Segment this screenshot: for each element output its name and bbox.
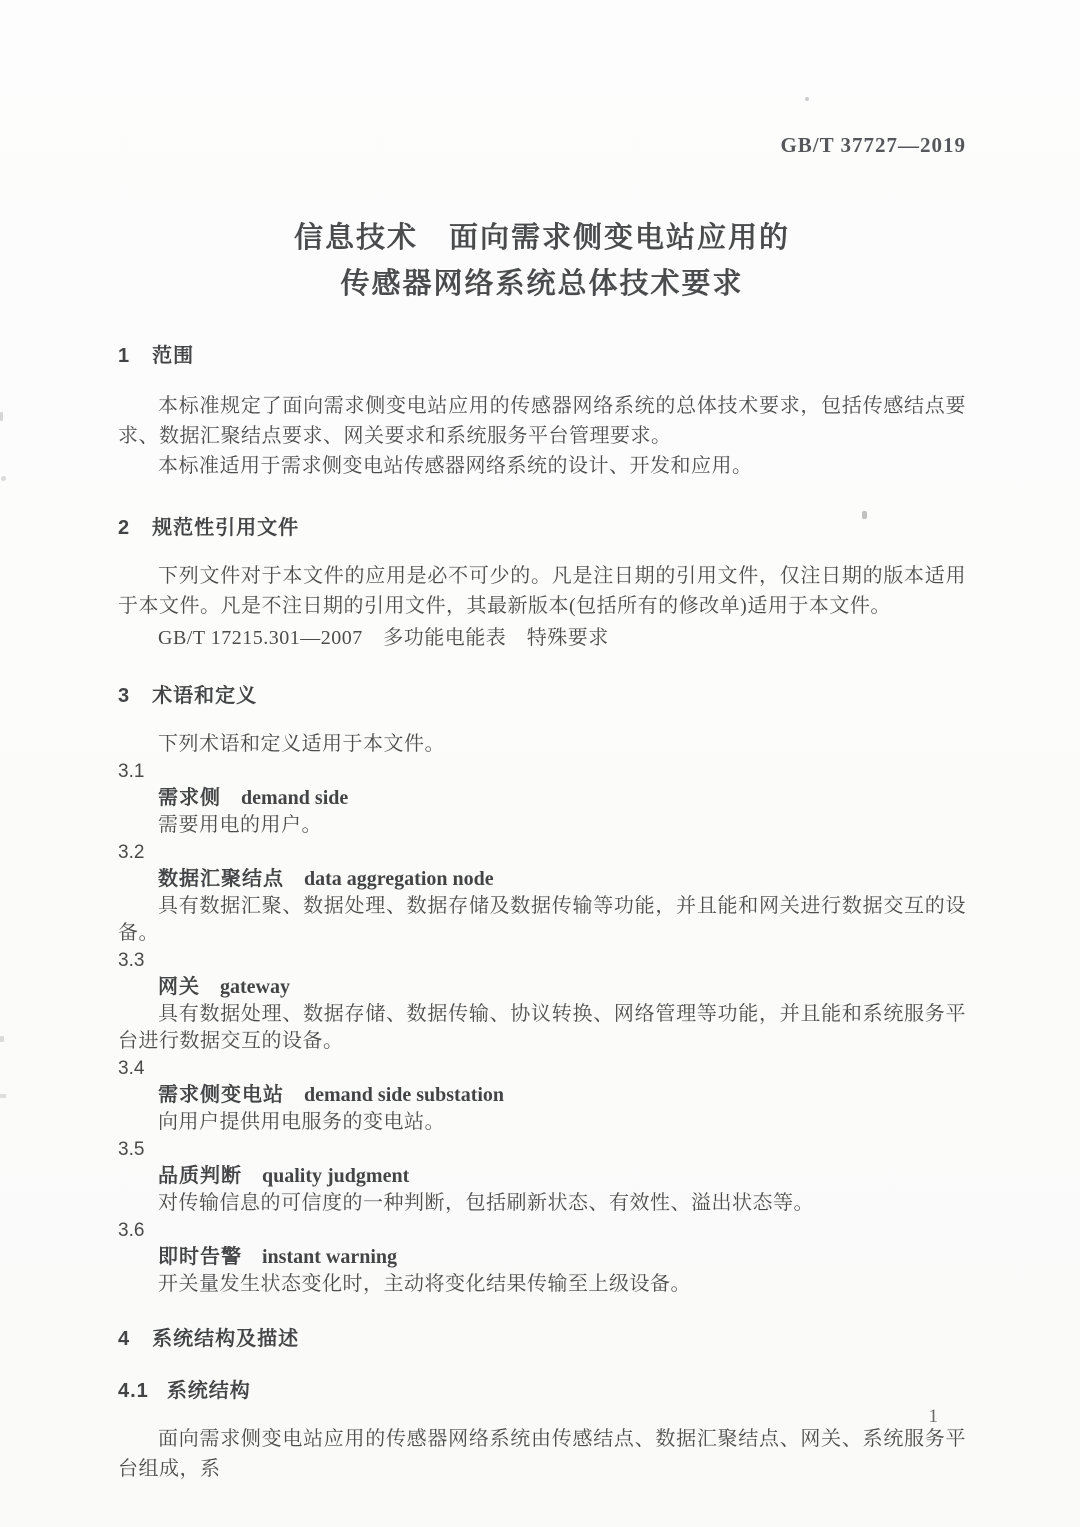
normative-paragraph-1: 下列文件对于本文件的应用是必不可少的。凡是注日期的引用文件，仅注日期的版本适用于本文件。凡是不注日期的引用文件，其最新版本(包括所有的修改单)适用于本文件。 [118, 565, 966, 617]
term-number: 3.4 [118, 1058, 145, 1079]
scan-speck [1, 476, 6, 481]
term-number: 3.1 [118, 761, 145, 782]
section-number: 2 [118, 517, 131, 539]
term-number: 3.2 [118, 842, 145, 863]
document-title-line2: 传感器网络系统总体技术要求 [340, 268, 744, 300]
term-name [118, 785, 966, 812]
term-name-en: demand side [241, 787, 349, 809]
section-title: 范围 [152, 345, 195, 367]
term-name-zh: 数据汇聚结点 [158, 868, 284, 890]
normative-reference-entry: GB/T 17215.301—2007 多功能电能表 特殊要求 [158, 627, 609, 649]
term-definition: 具有数据处理、数据存储、数据传输、协议转换、网络管理等功能，并且能和系统服务平台进行数据交互的设备。 [118, 1003, 966, 1052]
term-name [118, 1082, 966, 1109]
term-name-en: instant warning [262, 1246, 398, 1268]
term-name [118, 1163, 966, 1190]
document-title [118, 215, 966, 307]
terms-list [118, 731, 966, 1298]
section-heading-scope [118, 343, 966, 369]
scan-speck [0, 1094, 6, 1098]
section-number: 3 [118, 685, 131, 707]
section-heading-terms [118, 683, 966, 709]
scope-paragraph-2: 本标准适用于需求侧变电站传感器网络系统的设计、开发和应用。 [158, 455, 753, 477]
section-number: 4 [118, 1328, 131, 1350]
subsection-number: 4.1 [118, 1380, 149, 1402]
standard-code: GB/T 37727—2019 [780, 133, 966, 157]
term-definition: 对传输信息的可信度的一种判断，包括刷新状态、有效性、溢出状态等。 [158, 1192, 814, 1214]
term-name [118, 974, 966, 1001]
page-content [118, 0, 966, 1484]
term-name-en: demand side substation [304, 1084, 505, 1106]
term-item [118, 758, 966, 839]
term-item [118, 947, 966, 1055]
term-definition: 需要用电的用户。 [158, 814, 322, 836]
section-title: 术语和定义 [152, 685, 258, 707]
term-name-en: gateway [220, 976, 290, 998]
term-definition: 向用户提供用电服务的变电站。 [158, 1111, 445, 1133]
section-heading-system-structure [118, 1326, 966, 1352]
term-name [118, 866, 966, 893]
term-number: 3.5 [118, 1139, 145, 1160]
section-heading-normative-references [118, 515, 966, 541]
subsection-heading-system-structure [118, 1378, 966, 1404]
term-number: 3.3 [118, 950, 145, 971]
structure-paragraph-1: 面向需求侧变电站应用的传感器网络系统由传感结点、数据汇聚结点、网关、系统服务平台组成，系 [118, 1428, 966, 1480]
scan-speck [0, 412, 3, 421]
term-number: 3.6 [118, 1220, 145, 1241]
term-name [118, 1244, 966, 1271]
term-name-zh: 需求侧变电站 [158, 1084, 284, 1106]
term-name-zh: 网关 [158, 976, 200, 998]
term-item [118, 1055, 966, 1136]
term-name-en: data aggregation node [304, 868, 494, 890]
scan-speck [0, 1036, 4, 1042]
term-name-zh: 需求侧 [158, 787, 221, 809]
terms-intro: 下列术语和定义适用于本文件。 [158, 733, 445, 755]
term-name-en: quality judgment [262, 1165, 410, 1187]
term-definition: 开关量发生状态变化时，主动将变化结果传输至上级设备。 [158, 1273, 691, 1295]
term-item [118, 1217, 966, 1298]
section-number: 1 [118, 345, 131, 367]
scope-paragraph-1: 本标准规定了面向需求侧变电站应用的传感器网络系统的总体技术要求，包括传感结点要求、数据汇聚结点要求、网关要求和系统服务平台管理要求。 [118, 395, 966, 447]
document-title-line1: 信息技术 面向需求侧变电站应用的 [293, 222, 790, 254]
term-name-zh: 即时告警 [158, 1246, 242, 1268]
section-title: 系统结构及描述 [152, 1328, 300, 1350]
section-title: 规范性引用文件 [152, 517, 300, 539]
term-item [118, 1136, 966, 1217]
term-definition: 具有数据汇聚、数据处理、数据存储及数据传输等功能，并且能和网关进行数据交互的设备。 [118, 895, 966, 944]
subsection-title: 系统结构 [166, 1380, 251, 1402]
page-number: 1 [928, 1406, 938, 1427]
term-name-zh: 品质判断 [158, 1165, 242, 1187]
term-item [118, 839, 966, 947]
